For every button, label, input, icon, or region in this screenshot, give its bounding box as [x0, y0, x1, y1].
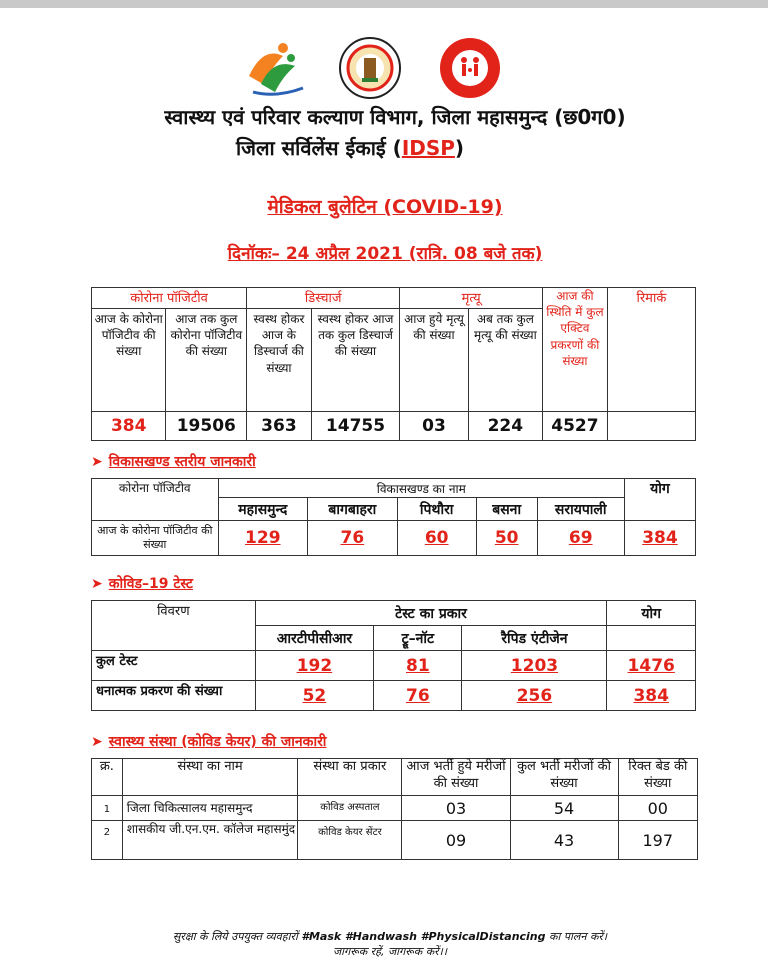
block-name: महासमुन्द [218, 498, 308, 521]
facility-name: शासकीय जी.एन.एम. कॉलेज महासमुंद [122, 821, 298, 860]
summary-table [91, 287, 696, 441]
footer-line-2: जागरूक रहें, जागरूक करें।। [332, 945, 447, 959]
facility-header-sno: क्र. [92, 759, 123, 796]
facility-type: कोविड केयर सेंटर [298, 821, 402, 860]
block-value: 76 [308, 521, 398, 556]
block-group-header: विकासखण्ड का नाम [218, 479, 624, 498]
test-row-label: कुल टेस्ट [92, 651, 256, 681]
block-name: सरायपाली [537, 498, 624, 521]
block-name: बसना [476, 498, 537, 521]
health-family-welfare-logo [243, 36, 309, 100]
value-total-positive: 19506 [166, 412, 247, 441]
subheader-total-discharge: स्वस्थ होकर आज तक कुल डिस्चार्ज की संख्या [311, 309, 400, 412]
facility-name: जिला चिकित्सालय महासमुन्द [122, 796, 298, 821]
nhm-logo [434, 36, 506, 100]
test-type: रैपिड एंटीजेन [462, 626, 607, 651]
footer-line-1: सुरक्षा के लिये उपयुक्त व्यवहारों #Mask #Handwash #PhysicalDistancing का पालन करें। [172, 930, 608, 943]
block-total: 384 [624, 521, 695, 556]
group-header-positive: कोरोना पॉजिटीव [92, 288, 247, 309]
subheader-today-death: आज हुये मृत्यू की संख्या [400, 309, 468, 412]
test-row-label: धनात्मक प्रकरण की संख्या [92, 681, 256, 711]
block-name: पिथौरा [397, 498, 476, 521]
subheader-today-discharge: स्वस्थ होकर आज के डिस्चार्ज की संख्या [247, 309, 312, 412]
arrow-icon: ➤ [91, 576, 103, 592]
test-table-corner: विवरण [92, 601, 256, 651]
group-header-death: मृत्यू [400, 288, 543, 309]
subheader-total-positive: आज तक कुल कोरोना पॉजिटीव की संख्या [166, 309, 247, 412]
facility-header-today: आज भर्ती हुये मरीजों की संख्या [402, 759, 510, 796]
group-header-active: आज की स्थिति में कुल एक्टिव प्रकरणों की संख्या [543, 288, 608, 412]
facility-header-total: कुल भर्ती मरीजों की संख्या [510, 759, 618, 796]
facility-vacant: 197 [618, 821, 697, 860]
block-value: 50 [476, 521, 537, 556]
value-active: 4527 [543, 412, 608, 441]
value-total-discharge: 14755 [311, 412, 400, 441]
bulletin-date: दिनॉकः– 24 अप्रैल 2021 (रात्रि. 08 बजे तक) [227, 244, 543, 264]
subheader-total-death: अब तक कुल मृत्यू की संख्या [468, 309, 542, 412]
facility-table [91, 758, 698, 860]
test-total-header: योग [607, 601, 696, 626]
value-today-discharge: 363 [247, 412, 312, 441]
arrow-icon: ➤ [91, 454, 103, 470]
department-title: स्वास्थ्य एवं परिवार कल्याण विभाग, जिला महासमुन्द (छ0ग0) [164, 105, 626, 129]
chhattisgarh-govt-seal [338, 36, 402, 100]
block-value: 60 [397, 521, 476, 556]
group-header-discharge: डिस्चार्ज [247, 288, 400, 309]
value-total-death: 224 [468, 412, 542, 441]
subheader-today-positive: आज के कोरोना पॉजिटीव की संख्या [92, 309, 166, 412]
value-today-positive: 384 [92, 412, 166, 441]
value-remark [607, 412, 695, 441]
block-row-label: आज के कोरोना पॉजिटीव की संख्या [92, 521, 219, 556]
footer-note [120, 929, 660, 960]
test-total-blank [607, 626, 696, 651]
test-value: 76 [374, 681, 462, 711]
test-value: 1203 [462, 651, 607, 681]
block-table-corner: कोरोना पॉजिटीव [92, 479, 219, 521]
bulletin-title: मेडिकल बुलेटिन (COVID-19) [267, 196, 503, 218]
facility-sno: 1 [92, 796, 123, 821]
test-value: 192 [255, 651, 374, 681]
test-type: ट्रू–नॉट [374, 626, 462, 651]
facility-sno: 2 [92, 821, 123, 860]
block-total-header: योग [624, 479, 695, 521]
group-header-remark: रिमार्क [607, 288, 695, 412]
test-total: 1476 [607, 651, 696, 681]
facility-vacant: 00 [618, 796, 697, 821]
test-section-heading: ➤ कोविड–19 टेस्ट [91, 576, 193, 592]
block-table [91, 478, 696, 556]
facility-header-name: संस्था का नाम [122, 759, 298, 796]
facility-today: 03 [402, 796, 510, 821]
block-section-heading: ➤ विकासखण्ड स्तरीय जानकारी [91, 454, 256, 470]
block-value: 69 [537, 521, 624, 556]
facility-header-vacant: रिक्त बेड की संख्या [618, 759, 697, 796]
test-group-header: टेस्ट का प्रकार [255, 601, 607, 626]
test-value: 52 [255, 681, 374, 711]
unit-title: जिला सर्विलेंस ईकाई (IDSP) [235, 136, 465, 160]
footer-hashtags: #Mask #Handwash #PhysicalDistancing [301, 930, 546, 943]
test-table [91, 600, 696, 711]
test-value: 81 [374, 651, 462, 681]
facility-today: 09 [402, 821, 510, 860]
block-name: बागबाहरा [308, 498, 398, 521]
test-total: 384 [607, 681, 696, 711]
test-type: आरटीपीसीआर [255, 626, 374, 651]
facility-total: 54 [510, 796, 618, 821]
value-today-death: 03 [400, 412, 468, 441]
block-value: 129 [218, 521, 308, 556]
facility-total: 43 [510, 821, 618, 860]
test-value: 256 [462, 681, 607, 711]
facility-section-heading: ➤ स्वास्थ्य संस्था (कोविड केयर) की जानकारी [91, 734, 327, 750]
facility-type: कोविड अस्पताल [298, 796, 402, 821]
idsp-label: IDSP [401, 136, 455, 160]
facility-header-type: संस्था का प्रकार [298, 759, 402, 796]
top-border [0, 0, 768, 8]
arrow-icon: ➤ [91, 734, 103, 750]
